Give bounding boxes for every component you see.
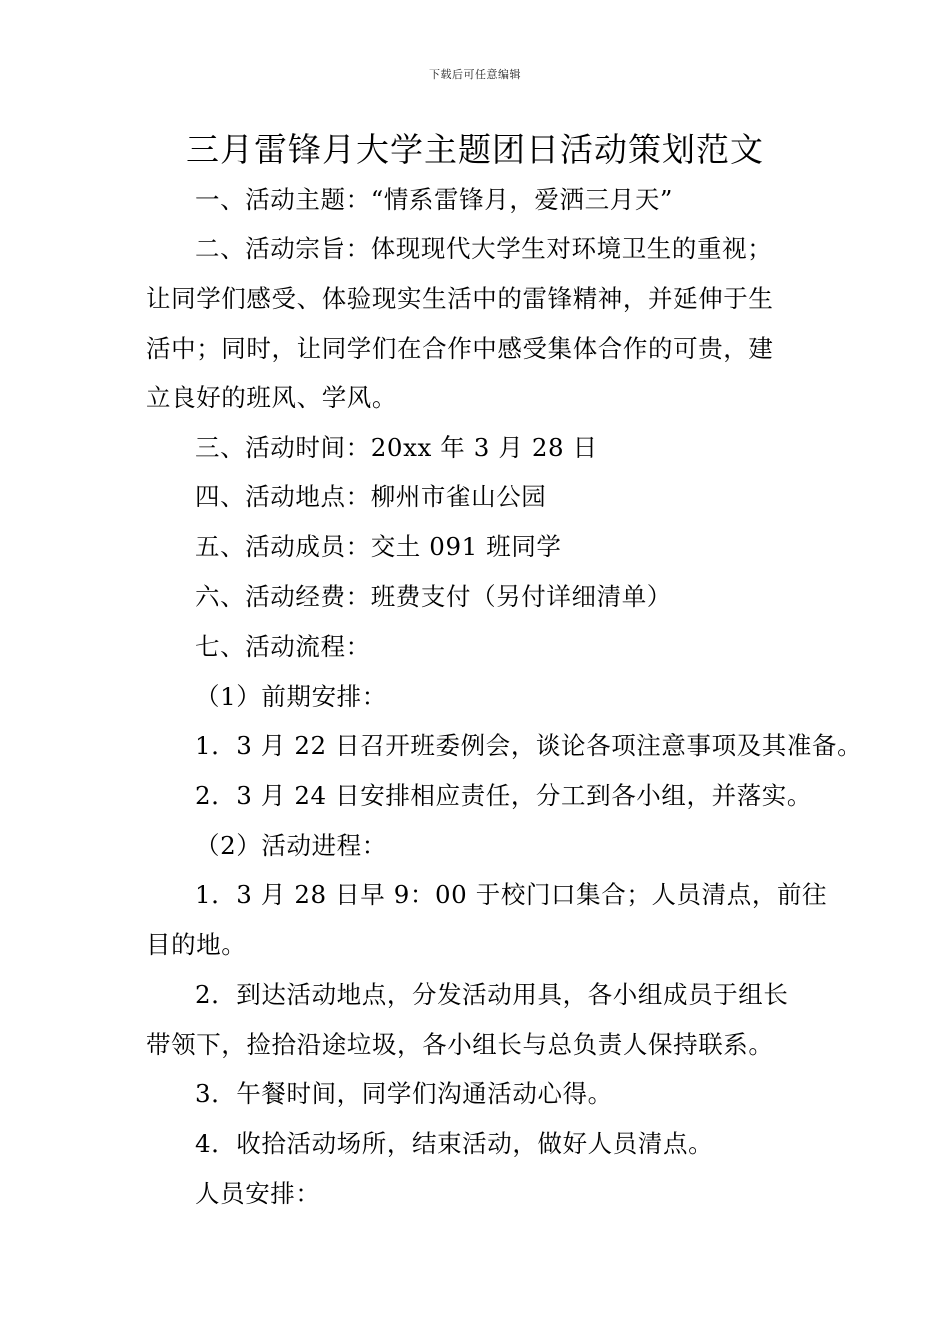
list-item: 2．3 月 24 日安排相应责任，分工到各小组，并落实。 — [195, 781, 813, 810]
document-title: 三月雷锋月大学主题团日活动策划范文 — [186, 130, 764, 169]
paragraph-line-progress-heading: （2）活动进程： — [195, 831, 387, 860]
paragraph-line-process: 七、活动流程： — [195, 632, 371, 661]
paragraph-line-location: 四、活动地点：柳州市雀山公园 — [195, 482, 547, 511]
list-item: 4．收拾活动场所，结束活动，做好人员清点。 — [195, 1129, 714, 1158]
paragraph-line-members: 五、活动成员：交土 091 班同学 — [195, 532, 562, 561]
list-item-cont: 目的地。 — [146, 930, 247, 959]
list-item: 2．到达活动地点，分发活动用具，各小组成员于组长 — [195, 980, 789, 1009]
paragraph-line-purpose-cont: 立良好的班风、学风。 — [146, 383, 397, 412]
list-item-cont: 带领下，捡拾沿途垃圾，各小组长与总负责人保持联系。 — [146, 1030, 774, 1059]
paragraph-line-time: 三、活动时间：20xx 年 3 月 28 日 — [195, 433, 598, 462]
paragraph-line-purpose: 二、活动宗旨：体现现代大学生对环境卫生的重视； — [195, 234, 773, 263]
header-note: 下载后可任意编辑 — [429, 68, 521, 81]
paragraph-line-theme: 一、活动主题：“情系雷锋月，爱洒三月天” — [195, 185, 674, 214]
paragraph-line-budget: 六、活动经费：班费支付（另付详细清单） — [195, 582, 672, 611]
list-item: 1．3 月 28 日早 9：00 于校门口集合；人员清点，前往 — [195, 880, 828, 909]
list-item: 3．午餐时间，同学们沟通活动心得。 — [195, 1079, 613, 1108]
paragraph-line-purpose-cont: 让同学们感受、体验现实生活中的雷锋精神，并延伸于生 — [146, 284, 774, 313]
paragraph-line-staffing: 人员安排： — [195, 1179, 321, 1208]
paragraph-line-purpose-cont: 活中；同时，让同学们在合作中感受集体合作的可贵，建 — [146, 334, 774, 363]
paragraph-line-prep-heading: （1）前期安排： — [195, 682, 387, 711]
list-item: 1．3 月 22 日召开班委例会，谈论各项注意事项及其准备。 — [195, 731, 863, 760]
